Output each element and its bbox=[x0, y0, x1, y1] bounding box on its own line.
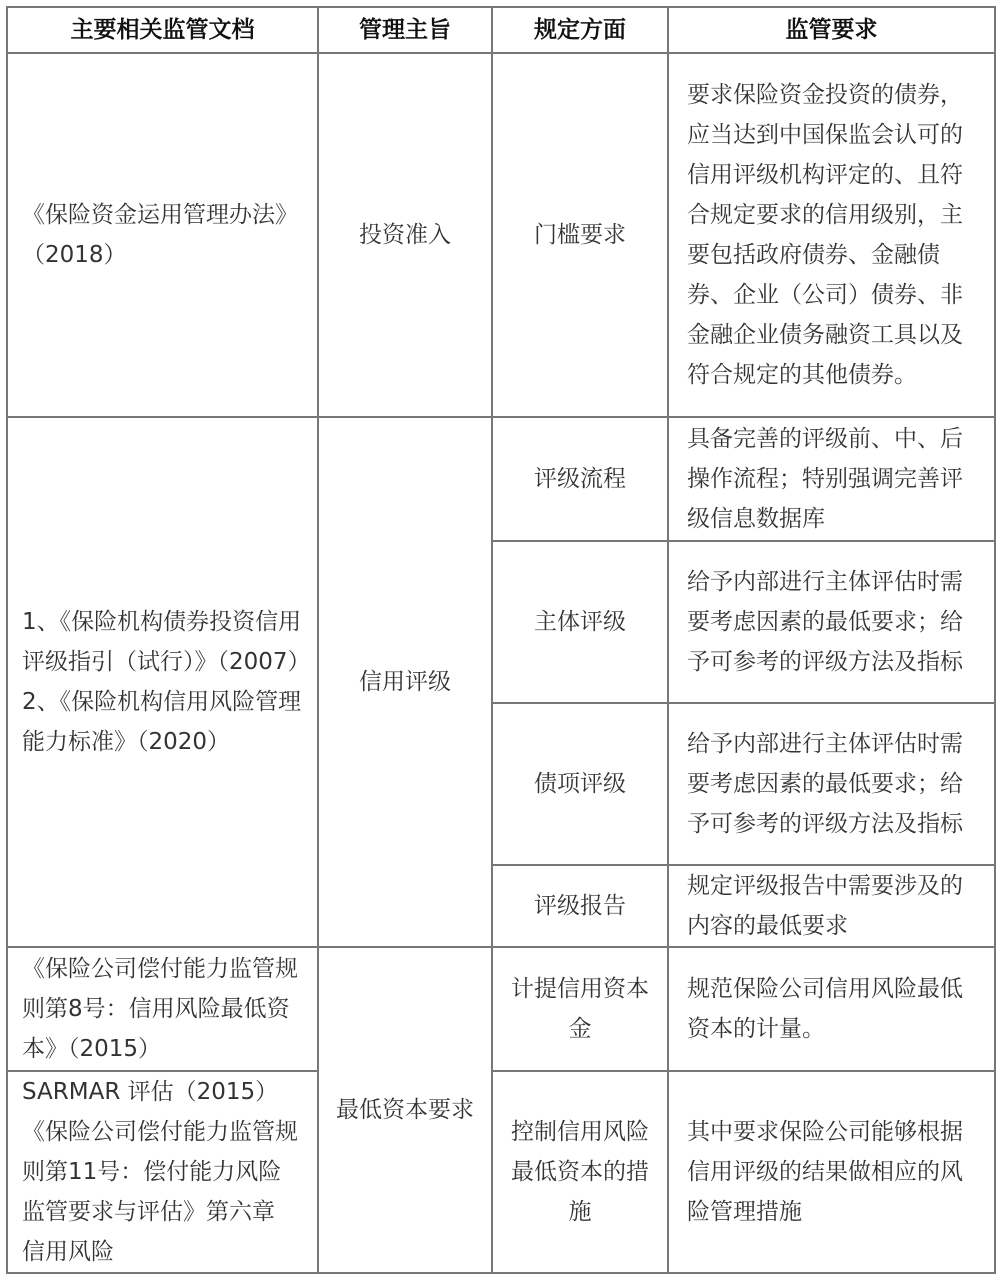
header-requirement: 监管要求 bbox=[668, 7, 995, 53]
requirement-cell: 规范保险公司信用风险最低资本的计量。 bbox=[668, 947, 995, 1071]
table-row bbox=[7, 53, 995, 417]
header-aspect: 规定方面 bbox=[492, 7, 668, 53]
doc-line: SARMAR 评估（2015） bbox=[22, 1079, 279, 1105]
requirement-cell: 给予内部进行主体评估时需要考虑因素的最低要求；给予可参考的评级方法及指标 bbox=[668, 703, 995, 865]
aspect-cell: 评级报告 bbox=[492, 865, 668, 947]
purpose-cell: 最低资本要求 bbox=[318, 947, 492, 1273]
regulation-table bbox=[6, 6, 996, 1274]
aspect-cell: 评级流程 bbox=[492, 417, 668, 541]
doc-cell: 《保险公司偿付能力监管规则第8号：信用风险最低资本》（2015） bbox=[7, 947, 318, 1071]
requirement-cell: 要求保险资金投资的债券，应当达到中国保监会认可的信用评级机构评定的、且符合规定要求的信用级别，主要包括政府债券、金融债券、企业（公司）债券、非金融企业债务融资工具以及符合规定的其他债券。 bbox=[668, 53, 995, 417]
requirement-cell: 其中要求保险公司能够根据信用评级的结果做相应的风险管理措施 bbox=[668, 1071, 995, 1273]
doc-cell bbox=[7, 1071, 318, 1273]
requirement-cell: 给予内部进行主体评估时需要考虑因素的最低要求；给予可参考的评级方法及指标 bbox=[668, 541, 995, 703]
aspect-cell: 控制信用风险最低资本的措施 bbox=[492, 1071, 668, 1273]
doc-line: 《保险公司偿付能力监管规则第11号：偿付能力风险监管要求与评估》第六章 信用风险 bbox=[22, 1119, 298, 1265]
doc-cell: 《保险资金运用管理办法》（2018） bbox=[7, 53, 318, 417]
aspect-cell: 门槛要求 bbox=[492, 53, 668, 417]
header-doc: 主要相关监管文档 bbox=[7, 7, 318, 53]
table-row bbox=[7, 1071, 995, 1273]
header-purpose: 管理主旨 bbox=[318, 7, 492, 53]
doc-line: 2、《保险机构信用风险管理能力标准》（2020） bbox=[22, 689, 302, 755]
purpose-cell: 投资准入 bbox=[318, 53, 492, 417]
doc-line: 1、《保险机构债券投资信用评级指引（试行）》（2007） bbox=[22, 609, 311, 675]
doc-cell bbox=[7, 417, 318, 947]
header-row bbox=[7, 7, 995, 53]
table-row bbox=[7, 947, 995, 1071]
aspect-cell: 主体评级 bbox=[492, 541, 668, 703]
table-row bbox=[7, 417, 995, 541]
requirement-cell: 规定评级报告中需要涉及的内容的最低要求 bbox=[668, 865, 995, 947]
purpose-cell: 信用评级 bbox=[318, 417, 492, 947]
aspect-cell: 计提信用资本金 bbox=[492, 947, 668, 1071]
requirement-cell: 具备完善的评级前、中、后操作流程；特别强调完善评级信息数据库 bbox=[668, 417, 995, 541]
aspect-cell: 债项评级 bbox=[492, 703, 668, 865]
